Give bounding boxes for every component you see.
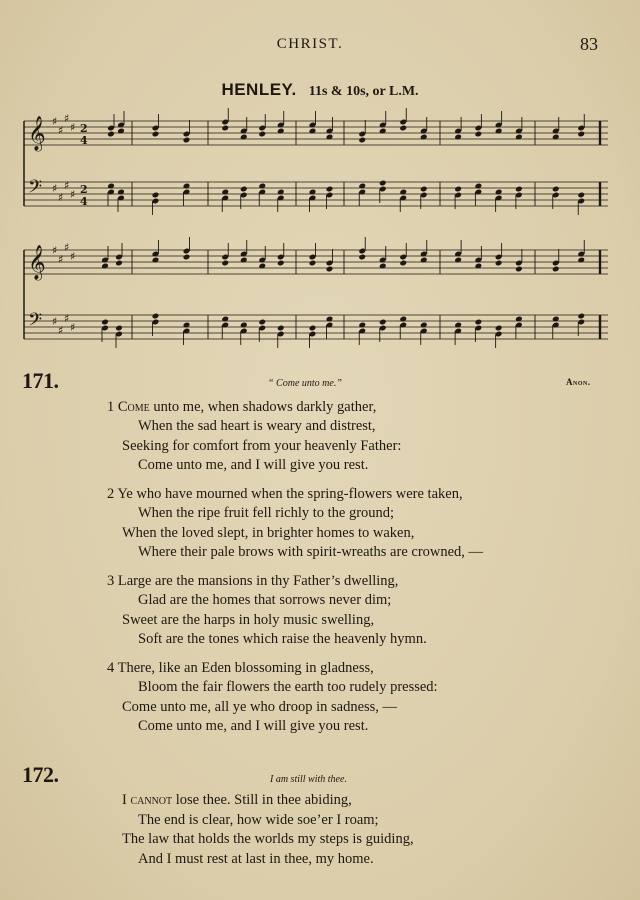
note-head [221,125,229,132]
hymn-172-line-2: The end is clear, how wide soe’er I roam; [138,812,379,828]
stanza-4-line-1 [107,660,374,677]
sharp-sign: ♯ [58,324,64,337]
note-head [495,260,503,267]
sharp-sign: ♯ [70,188,76,201]
line-text: unto me, when shadows darkly gather, [149,399,377,415]
note-head [358,254,366,261]
note-head [101,319,109,326]
bass-clef: 𝄢 [28,177,43,202]
running-title: CHRIST. [276,36,344,52]
note-head [577,131,585,138]
stanza-1-line-1 [107,399,376,416]
sharp-sign: ♯ [64,312,70,325]
treble-clef: 𝄞 [28,245,46,280]
stanza-number: 4 [107,660,115,676]
running-head [0,36,640,58]
stanza-number: 3 [107,573,115,589]
note-head [309,260,317,267]
note-head [577,313,585,320]
bass-clef: 𝄢 [28,310,43,335]
sharp-sign: ♯ [70,321,76,334]
line-text: There, like an Eden blossoming in gladness, [117,660,374,676]
tune-name: HENLEY. [221,80,297,99]
hymn-number-171: 171. [22,368,59,393]
tune-heading [0,80,640,100]
line-text: Large are the mansions in thy Father’s dwelling, [117,573,399,589]
note-head [515,186,523,193]
note-head [115,325,123,332]
note-head [221,260,229,267]
stanza-4-line-3: Come unto me, all ye who droop in sadness, — [122,699,398,715]
sharp-sign: ♯ [70,121,76,134]
stanza-4-line-4: Come unto me, and I will give you rest. [138,718,369,734]
stanza-2-line-1 [107,486,463,503]
note-head [277,260,285,267]
stanza-number: 1 [107,399,115,415]
note-head [258,319,266,326]
stanza-2-line-3: When the loved slept, in brighter homes to waken, [122,525,415,541]
page-number: 83 [580,34,598,54]
stanza-number: 2 [107,486,115,502]
line-text: Ye who have mourned when the spring-flowers were taken, [117,486,463,502]
line-text: lose thee. Still in thee abiding, [172,792,352,808]
stanza-3-line-2: Glad are the homes that sorrows never dim; [138,592,392,608]
hymn-172-line-4: And I must rest at last in thee, my home. [138,851,374,867]
note-head [152,131,160,138]
note-head [358,137,366,144]
note-head [379,180,387,187]
note-head [475,319,483,326]
treble-clef: 𝄞 [28,116,46,151]
time-signature-top: 2 [80,183,88,196]
note-head [277,325,285,332]
sharp-sign: ♯ [70,250,76,263]
note-head [552,266,560,273]
note-head [515,266,523,273]
sharp-sign: ♯ [58,191,64,204]
note-head [107,131,115,138]
stanza-3-line-1 [107,573,398,590]
note-head [399,260,407,267]
sharp-sign: ♯ [64,112,70,125]
hymn-title-172: I am still with thee. [270,774,347,785]
note-head [240,186,248,193]
time-signature-top: 2 [80,122,88,135]
stanza-first-word: Come [117,399,150,415]
hymn-172-line-3: The law that holds the worlds my steps is guiding, [122,831,414,847]
note-head [326,186,334,193]
note-head [152,192,160,199]
stanza-1-line-4: Come unto me, and I will give you rest. [138,457,369,473]
note-head [183,137,191,144]
note-head [495,325,503,332]
sharp-sign: ♯ [58,253,64,266]
note-head [379,319,387,326]
sharp-sign: ♯ [52,182,58,195]
stanza-1-line-3: Seeking for comfort from your heavenly Father: [122,438,402,454]
note-head [454,186,462,193]
stanza-2-line-2: When the ripe fruit fell richly to the ground; [138,505,395,521]
music-score [22,100,612,360]
hymn-title-171: “ Come unto me.” [268,378,342,389]
time-signature-bottom: 4 [80,195,88,208]
stanza-1-line-2: When the sad heart is weary and distrest, [138,418,376,434]
note-head [475,131,483,138]
stanza-2-line-4: Where their pale brows with spirit-wreaths are crowned, — [138,544,484,560]
note-head [183,254,191,261]
hymn-number-172: 172. [22,762,59,787]
time-signature-bottom: 4 [80,134,88,147]
note-head [115,260,123,267]
note-head [577,192,585,199]
hymn-author-171: Anon. [566,377,591,387]
note-head [258,131,266,138]
note-head [309,325,317,332]
sharp-sign: ♯ [52,115,58,128]
sharp-sign: ♯ [58,124,64,137]
sharp-sign: ♯ [52,315,58,328]
sharp-sign: ♯ [52,244,58,257]
sharp-sign: ♯ [64,241,70,254]
sharp-sign: ♯ [64,179,70,192]
stanza-first-word: I cannot [122,792,173,808]
note-head [326,266,334,273]
stanza-3-line-4: Soft are the tones which raise the heavenly hymn. [138,631,427,647]
note-head [399,125,407,132]
stanza-4-line-2: Bloom the fair flowers the earth too rudely pressed: [138,679,438,695]
stanza-3-line-3: Sweet are the harps in holy music swelling, [122,612,375,628]
note-head [552,186,560,193]
tune-meter: 11s & 10s, or L.M. [308,84,419,99]
note-head [152,313,160,320]
hymn-172-line-1 [122,792,352,809]
note-head [420,186,428,193]
